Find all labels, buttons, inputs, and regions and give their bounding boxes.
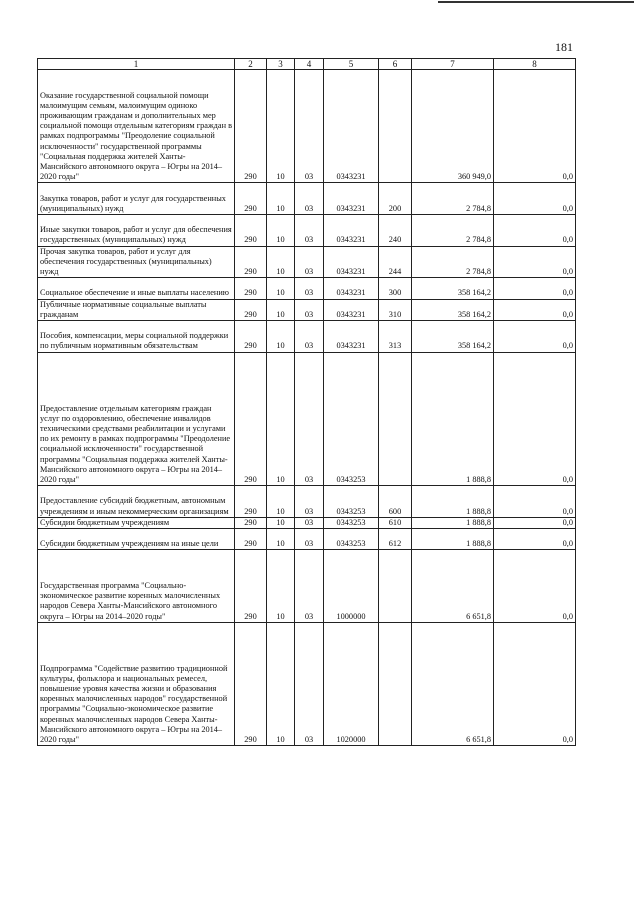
column-header: 6 [379, 59, 412, 70]
section-cell: 10 [267, 320, 295, 352]
target-article-cell: 0343253 [324, 528, 379, 549]
top-rule [438, 1, 634, 3]
column-header: 1 [38, 59, 235, 70]
name-cell: Субсидии бюджетным учреждениям [38, 517, 235, 528]
expense-type-cell: 600 [379, 486, 412, 518]
amount-2-cell: 0,0 [494, 550, 576, 622]
code-cell: 290 [235, 278, 267, 299]
subsection-cell: 03 [295, 320, 324, 352]
amount-cell: 2 784,8 [412, 246, 494, 278]
name-cell: Государственная программа "Социально-экономическое развитие коренных малочисленных народов Севера Ханты-Мансийского автономного округа – Югры на 2014–2020 годы" [38, 550, 235, 622]
column-header: 8 [494, 59, 576, 70]
name-cell: Предоставление отдельным категориям граждан услуг по оздоровлению, обеспечение инвалидов техническими средствами реабилитации и услугами по их ремонту в рамках подпрограммы "Преодоление социальной исключенности" государственной программы "Социальная поддержка жителей Ханты-Мансийского автономного округа – Югры на 2014–2020 годы" [38, 352, 235, 486]
section-cell: 10 [267, 214, 295, 246]
code-cell: 290 [235, 352, 267, 486]
section-cell: 10 [267, 622, 295, 745]
subsection-cell: 03 [295, 352, 324, 486]
subsection-cell: 03 [295, 550, 324, 622]
table-row [38, 70, 576, 183]
subsection-cell: 03 [295, 278, 324, 299]
subsection-cell: 03 [295, 183, 324, 215]
amount-2-cell: 0,0 [494, 299, 576, 320]
name-cell: Социальное обеспечение и иные выплаты населению [38, 278, 235, 299]
section-cell: 10 [267, 299, 295, 320]
table-row [38, 517, 576, 528]
amount-cell: 1 888,8 [412, 352, 494, 486]
subsection-cell: 03 [295, 246, 324, 278]
target-article-cell: 0343253 [324, 352, 379, 486]
table-row [38, 299, 576, 320]
table-row [38, 214, 576, 246]
section-cell: 10 [267, 517, 295, 528]
target-article-cell: 0343231 [324, 299, 379, 320]
amount-cell: 358 164,2 [412, 320, 494, 352]
target-article-cell: 0343231 [324, 183, 379, 215]
amount-2-cell: 0,0 [494, 486, 576, 518]
page-number: 181 [555, 40, 573, 54]
amount-2-cell: 0,0 [494, 352, 576, 486]
section-cell: 10 [267, 486, 295, 518]
code-cell: 290 [235, 214, 267, 246]
expense-type-cell: 244 [379, 246, 412, 278]
amount-2-cell: 0,0 [494, 183, 576, 215]
section-cell: 10 [267, 246, 295, 278]
budget-table [37, 58, 576, 746]
table-row [38, 183, 576, 215]
table-body [38, 70, 576, 746]
code-cell: 290 [235, 528, 267, 549]
target-article-cell: 0343231 [324, 320, 379, 352]
target-article-cell: 0343231 [324, 214, 379, 246]
code-cell: 290 [235, 246, 267, 278]
code-cell: 290 [235, 517, 267, 528]
name-cell: Закупка товаров, работ и услуг для государственных (муниципальных) нужд [38, 183, 235, 215]
table-row [38, 622, 576, 745]
column-header: 4 [295, 59, 324, 70]
code-cell: 290 [235, 299, 267, 320]
expense-type-cell: 300 [379, 278, 412, 299]
expense-type-cell [379, 622, 412, 745]
target-article-cell: 1000000 [324, 550, 379, 622]
amount-2-cell: 0,0 [494, 528, 576, 549]
name-cell: Прочая закупка товаров, работ и услуг для обеспечения государственных (муниципальных) нужд [38, 246, 235, 278]
amount-cell: 2 784,8 [412, 214, 494, 246]
section-cell: 10 [267, 352, 295, 486]
target-article-cell: 1020000 [324, 622, 379, 745]
table-row [38, 246, 576, 278]
table-row [38, 278, 576, 299]
code-cell: 290 [235, 550, 267, 622]
section-cell: 10 [267, 550, 295, 622]
expense-type-cell [379, 550, 412, 622]
name-cell: Предоставление субсидий бюджетным, автономным учреждениям и иным некоммерческим организациям [38, 486, 235, 518]
subsection-cell: 03 [295, 70, 324, 183]
subsection-cell: 03 [295, 622, 324, 745]
name-cell: Оказание государственной социальной помощи малоимущим семьям, малоимущим одиноко проживающим гражданам и дополнительных мер социальной помощи отдельным категориям граждан в рамках подпрограммы "Преодоление социальной исключенности" государственной программы "Социальная поддержка жителей Ханты-Мансийского автономного округа – Югры на 2014–2020 годы" [38, 70, 235, 183]
amount-cell: 1 888,8 [412, 528, 494, 549]
name-cell: Пособия, компенсации, меры социальной поддержки по публичным нормативным обязательствам [38, 320, 235, 352]
expense-type-cell: 313 [379, 320, 412, 352]
code-cell: 290 [235, 486, 267, 518]
subsection-cell: 03 [295, 528, 324, 549]
expense-type-cell: 612 [379, 528, 412, 549]
expense-type-cell: 310 [379, 299, 412, 320]
column-header: 2 [235, 59, 267, 70]
code-cell: 290 [235, 70, 267, 183]
amount-cell: 6 651,8 [412, 550, 494, 622]
section-cell: 10 [267, 278, 295, 299]
column-header: 7 [412, 59, 494, 70]
table-row [38, 352, 576, 486]
section-cell: 10 [267, 528, 295, 549]
header-row [38, 59, 576, 70]
subsection-cell: 03 [295, 486, 324, 518]
target-article-cell: 0343231 [324, 246, 379, 278]
amount-2-cell: 0,0 [494, 214, 576, 246]
column-header: 5 [324, 59, 379, 70]
amount-cell: 358 164,2 [412, 299, 494, 320]
expense-type-cell: 240 [379, 214, 412, 246]
table-row [38, 486, 576, 518]
section-cell: 10 [267, 70, 295, 183]
code-cell: 290 [235, 320, 267, 352]
amount-2-cell: 0,0 [494, 622, 576, 745]
amount-2-cell: 0,0 [494, 246, 576, 278]
amount-cell: 1 888,8 [412, 486, 494, 518]
code-cell: 290 [235, 622, 267, 745]
target-article-cell: 0343231 [324, 70, 379, 183]
amount-2-cell: 0,0 [494, 70, 576, 183]
amount-cell: 1 888,8 [412, 517, 494, 528]
column-header: 3 [267, 59, 295, 70]
amount-cell: 2 784,8 [412, 183, 494, 215]
section-cell: 10 [267, 183, 295, 215]
expense-type-cell [379, 70, 412, 183]
name-cell: Субсидии бюджетным учреждениям на иные цели [38, 528, 235, 549]
expense-type-cell [379, 352, 412, 486]
name-cell: Подпрограмма "Содействие развитию традиционной культуры, фольклора и национальных ремесел, повышение уровня качества жизни и образования коренных малочисленных народов" государственной программы "Социально-экономическое развитие коренных малочисленных народов Севера Ханты-Мансийского автономного округа – Югры на 2014–2020 годы" [38, 622, 235, 745]
code-cell: 290 [235, 183, 267, 215]
table-row [38, 320, 576, 352]
amount-2-cell: 0,0 [494, 278, 576, 299]
name-cell: Иные закупки товаров, работ и услуг для обеспечения государственных (муниципальных) нужд [38, 214, 235, 246]
subsection-cell: 03 [295, 517, 324, 528]
subsection-cell: 03 [295, 214, 324, 246]
amount-cell: 6 651,8 [412, 622, 494, 745]
target-article-cell: 0343231 [324, 278, 379, 299]
target-article-cell: 0343253 [324, 517, 379, 528]
table-row [38, 550, 576, 622]
amount-cell: 358 164,2 [412, 278, 494, 299]
subsection-cell: 03 [295, 299, 324, 320]
expense-type-cell: 200 [379, 183, 412, 215]
amount-2-cell: 0,0 [494, 320, 576, 352]
amount-2-cell: 0,0 [494, 517, 576, 528]
amount-cell: 360 949,0 [412, 70, 494, 183]
name-cell: Публичные нормативные социальные выплаты гражданам [38, 299, 235, 320]
table-row [38, 528, 576, 549]
expense-type-cell: 610 [379, 517, 412, 528]
target-article-cell: 0343253 [324, 486, 379, 518]
